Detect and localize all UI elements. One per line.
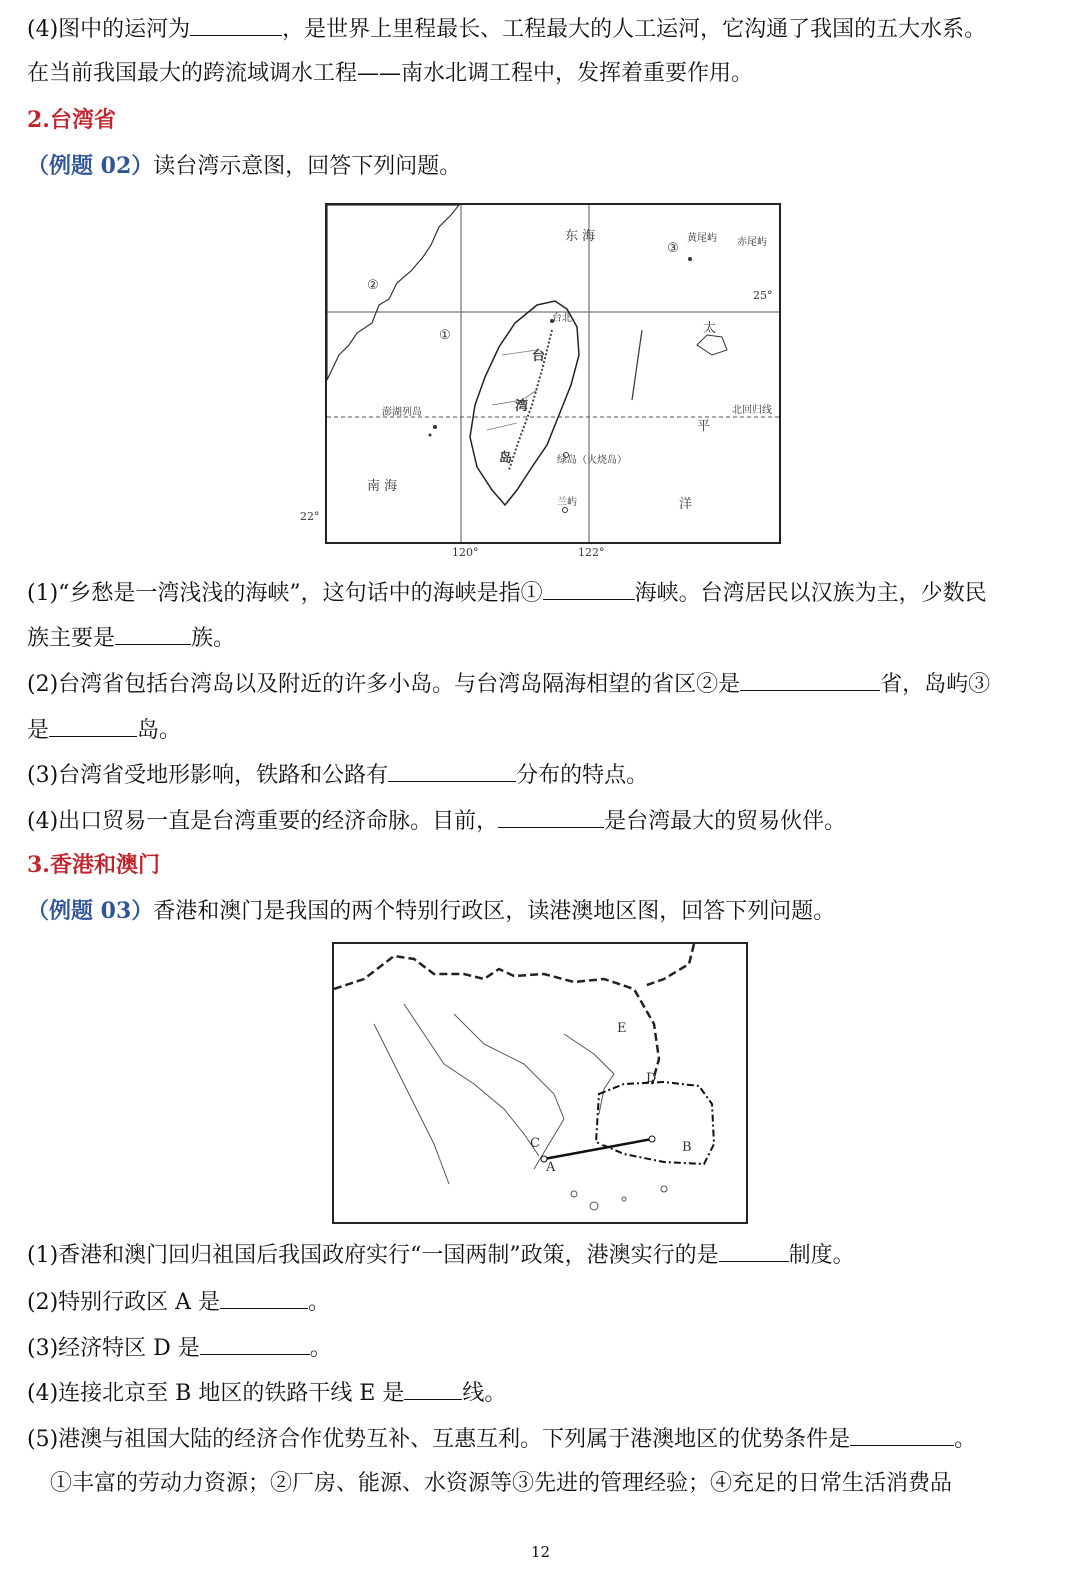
label-lanyu: 兰屿 bbox=[557, 497, 577, 508]
taiwan-q1-line1: (1)“乡愁是一湾浅浅的海峡”，这句话中的海峡是指① 海峡。台湾居民以汉族为主，少数民 bbox=[27, 577, 987, 609]
answer-blank[interactable] bbox=[49, 714, 137, 737]
marker-1: ① bbox=[439, 328, 451, 343]
label-pacific-2: 平 bbox=[697, 419, 711, 434]
hk-q5: (5)港澳与祖国大陆的经济合作优势互补、互惠互利。下列属于港澳地区的优势条件是 。 bbox=[27, 1423, 976, 1455]
marker-3: ③ bbox=[667, 241, 679, 256]
tick-lat25: 25° bbox=[753, 289, 773, 302]
tick-lat22: 22° bbox=[300, 510, 320, 523]
label-huangwei: 黄尾屿 bbox=[687, 233, 717, 244]
label-tropic: 北回归线 bbox=[732, 405, 772, 416]
point-b: B bbox=[682, 1140, 692, 1155]
canal-question-line1: (4)图中的运河为 ，是世界上里程最长、工程最大的人工运河，它沟通了我国的五大水系。 bbox=[27, 13, 986, 45]
label-south-sea: 南 海 bbox=[367, 479, 398, 494]
point-c: C bbox=[530, 1136, 540, 1151]
tick-lon122: 122° bbox=[578, 546, 605, 559]
label-pacific-1: 太 bbox=[703, 321, 717, 336]
hk-q4: (4)连接北京至 B 地区的铁路干线 E 是 线。 bbox=[27, 1377, 506, 1409]
answer-blank[interactable] bbox=[404, 1377, 462, 1400]
label-taipei: 台北 bbox=[552, 313, 572, 324]
answer-blank[interactable] bbox=[740, 668, 880, 691]
marker-2: ② bbox=[367, 278, 379, 293]
example-03: （例题 03）香港和澳门是我国的两个特别行政区，读港澳地区图，回答下列问题。 bbox=[27, 898, 836, 924]
label-taiwan-2: 湾 bbox=[515, 399, 529, 414]
taiwan-q4: (4)出口贸易一直是台湾重要的经济命脉。目前， 是台湾最大的贸易伙伴。 bbox=[27, 805, 846, 837]
answer-blank[interactable] bbox=[220, 1286, 308, 1309]
page-number: 12 bbox=[531, 1543, 551, 1561]
answer-blank[interactable] bbox=[850, 1423, 954, 1446]
section-title-taiwan: 2.台湾省 bbox=[27, 107, 116, 133]
canal-question-line2: 在当前我国最大的跨流域调水工程——南水北调工程中，发挥着重要作用。 bbox=[27, 61, 754, 86]
answer-blank[interactable] bbox=[115, 622, 191, 645]
answer-blank[interactable] bbox=[190, 13, 282, 36]
example-02: （例题 02）读台湾示意图，回答下列问题。 bbox=[27, 153, 462, 179]
label-pacific-3: 洋 bbox=[679, 497, 693, 512]
hk-macau-map bbox=[332, 942, 748, 1224]
point-e: E bbox=[617, 1021, 627, 1036]
hk-q3: (3)经济特区 D 是 。 bbox=[27, 1332, 332, 1364]
label-lvdao: 绿岛（火烧岛） bbox=[557, 455, 627, 466]
taiwan-q2-line2: 是 岛。 bbox=[27, 714, 181, 746]
label-taiwan-1: 台 bbox=[532, 349, 546, 364]
taiwan-map bbox=[325, 203, 781, 544]
answer-blank[interactable] bbox=[543, 577, 635, 600]
hk-q2: (2)特别行政区 A 是 。 bbox=[27, 1286, 330, 1318]
point-a: A bbox=[546, 1160, 556, 1175]
section-title-hk-macau: 3.香港和澳门 bbox=[27, 852, 160, 878]
label-penghu: 澎湖列岛 bbox=[382, 407, 422, 418]
hk-q5-options: ①丰富的劳动力资源；②厂房、能源、水资源等③先进的管理经验；④充足的日常生活消费品 bbox=[50, 1471, 953, 1496]
hk-macau-map-drawing bbox=[334, 944, 746, 1222]
taiwan-q1-line2: 族主要是 族。 bbox=[27, 622, 235, 654]
answer-blank[interactable] bbox=[719, 1239, 789, 1262]
hk-q1: (1)香港和澳门回归祖国后我国政府实行“一国两制”政策，港澳实行的是 制度。 bbox=[27, 1239, 855, 1271]
point-d: D bbox=[646, 1071, 657, 1086]
answer-blank[interactable] bbox=[200, 1332, 310, 1355]
answer-blank[interactable] bbox=[388, 759, 516, 782]
label-taiwan-3: 岛 bbox=[499, 451, 513, 466]
taiwan-q2-line1: (2)台湾省包括台湾岛以及附近的许多小岛。与台湾岛隔海相望的省区②是 省，岛屿③ bbox=[27, 668, 990, 700]
taiwan-q3: (3)台湾省受地形影响，铁路和公路有 分布的特点。 bbox=[27, 759, 648, 791]
tick-lon120: 120° bbox=[452, 546, 479, 559]
label-east-sea: 东 海 bbox=[565, 229, 596, 244]
label-chiwei: 赤尾屿 bbox=[737, 237, 767, 248]
answer-blank[interactable] bbox=[498, 805, 604, 828]
